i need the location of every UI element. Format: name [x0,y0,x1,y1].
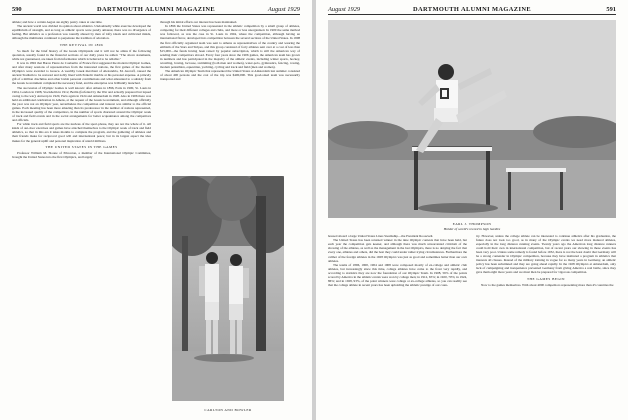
caption-title: EARL J. THOMPSON [452,222,492,226]
paragraph: The succession of Olympic Games is well known: after Athens in 1896, Paris in 1900, St. Louis in 1904, London in 1908, Stockholm in 1912, Berlin (forfeited by the War and actually prepared but lapsed owing to the war); Antwerp in 1920, Paris again in 1924 and Amsterdam in 1928. Also in 1906 there was held an additional celebration in Athens, at the request of the Greek Government, and although officially the year was not an Olympic year, nevertheless the competition and interest was similar to the official games. Each meeting has been more amazing than its predecessor in the number of nations represented, in the increased quality of the competitors, in the number of sports chartered around the Olympic week of track and field events and in the social arrangements for better acquaintance among the competitors and officials. [12,85,151,122]
paragraph: Professor William M. Sloane of Princeton, a member of the International Olympic Committee, brought the United States into the first Olympics, and largely [12,150,151,159]
paragraph: So much for the brief history of the Greek Olympiads and it will not be amiss if the following quotation, usually found in the financial sections of our daily press be added. "The above statements, while not guaranteed, are taken from information which is believed to be reliable." [12,48,151,61]
paragraph: housed aboard a large United States Lines Steamship—the President Roosevelt. [328,234,434,238]
left-column-1 [12,20,151,416]
paragraph: Now to the games themselves. With about 4000 competitors representing more than 45 countries the [481,282,614,287]
paragraph: The teams of 1896, 1900, 1904 and 1908 were composed mostly of ex-college and athletic club athletes, but increasingly since this time, college athletes have come to the front very rapidly, and according to statistics they are now the foundation of our Olympic Team. In 1908, 56% of the points scored by America in the athletic events were won by college men; in 1912, 65%; in 1920, 70%; in 1924, 86%; and in 1928, 93%, of the point winners were college or ex-college athletes, so you can readily see that the college athlete in recent years has been upholding the athletic prestige of our coun- [328,262,467,288]
left-page [0,0,312,420]
magazine-title: DARTMOUTH ALUMNI MAGAZINE [412,6,532,13]
paragraph: In 1896 the United States was represented in the athletic competition by a small group of athletes, competing for their different colleges and clubs, and more or less unorganized. In 1900 the same method was followed, as was the case in St. Louis in 1904, where the competition, although having an international flavor, developed into competition between the several sections of the United States. In 1908 the first officially organized team was sent to Athens as representatives of the country and wearing the emblem of the Stars and Stripes, and this group consisted of forty athletes sent over at a cost of less than $15,000—the funds having been raised by popular subscription, which is still the American way of sending their competitors abroad. Every four years since the 1906 games, the American team has grown in numbers and has participated in the majority of the athletic events, including winter sports, hockey, wrestling, boxing, lacrosse, swimming (both men and women), water-polo, gymnastics, fencing, rowing, modern pentathlon, equestrian, yachting, cycling and track and field (men and women). [160,24,300,69]
caption-subtitle: Holder of world's record in high hurdles [443,227,501,231]
section-heading: THE REVIVAL IN 1896 [59,43,104,48]
paragraph: The ancient world was divided in opinion about athletics. Undoubtedly while exercise developed the equilibrium of strength, and as long as athletic sports were purely amateur, there was no divergence of feeling. But athletics as a profession was roundly abused by men of lofty ideals and cultivated minds, although the multitudes continued to perpetuate the tradition of adoration. [12,24,151,41]
section-heading: THE GAMES BEGIN [526,276,565,281]
paragraph: For while track and field sports are the nucleus of the sport-phone, they are not the whole of it. All kinds of out-door exercises and games have attached themselves to the Olympic week of track and field athletics, so that in this era it takes months to complete the program, and the gathering of athletes and their friends make for reciprocal good will and international peace; but in its largest aspect the idea makes for the general uplift and personal inspiration of untold millions. [12,122,151,143]
photo-caption [328,222,616,231]
section-heading: THE UNITED STATES IN THE GAMES [45,145,118,150]
paragraph: try. However, unless the college athlete can be interested to continue athletics after his graduation, the future does not look too good, as in many of the Olympic events we need more matured athletes, especially in the long distance running events. Twenty years ago the American long distance runners could hold their own in international competition, but of recent years our showing in these events has been very poor. Unless some remedy is found before 1932, there is not the least doubt that Germany will be a strong contender in Olympic competition, because they have instituted a program in athletics that interests all classes. Instead of the military training in vogue for so many years in Germany, an athletic policy has been substituted and they are going ahead rapidly. In the 1928 Olympics at Amsterdam, only lack of campaigning and inexperience prevented Germany from giving America a real battle, since they gave them eight more years and we must then be prepared for vigorous competition. [476,234,616,275]
right-column-2 [476,234,616,416]
paragraph: The United States has been returned winner in the nine Olympic contests that have been held, but each year the competition gets keener, and although there was much unwarranted criticism of the showing of the athletes, as well as the management in the last Olympics, there is no denying the fact that every one, athletes and others, did the best they could under rather trying circumstances. Furthermore the caliber of the foreign athletes in the 1928 Olympics was just as good and sometimes better than our own athletes. [328,238,467,263]
paragraph: It was in 1892 that Baron Pierre de Coubertin of France first suggested the modern Olympic Games, and after many sessions of representatives from the interested nations, the first games of the modern Olympics were awarded to Greece. A wealthy Greek merchant of Alexandria, M. Averoff, caused the ancient Stadium to be restored and nobly lined with Pentelic marble at his personal expense. A princely gift of a million drachmas and other lavish personal contributions and what amounted to a subsidy from the Greek Government completed the necessary fund, and the enterprise was brilliantly launched. [12,61,151,86]
paragraph: through his initial efforts our interest has been maintained. [160,20,238,24]
issue-date: August 1929 [267,6,300,13]
left-page-number: 590 [12,6,22,13]
right-page-number: 591 [606,6,616,13]
paragraph: athlete; and how a certain Aegon ate eighty pastry cakes at one time. [12,20,103,24]
issue-date: August 1929 [328,6,361,13]
left-running-header [12,5,300,15]
carlton-bowler-photo [172,176,284,401]
hurdler-photo [328,20,616,218]
magazine-title: DARTMOUTH ALUMNI MAGAZINE [96,6,216,13]
right-column-1 [328,234,467,416]
right-page [316,0,628,420]
photo-caption: CARLTON AND BOWLER [204,408,252,412]
paragraph: The American Olympic Team that represented the United States at Amsterdam last summer consisted of about 400 persons and the cost of the trip was $400,000. This good-sized team was necessarily transported and [160,69,300,82]
right-running-header [328,5,616,15]
left-column-2 [160,20,300,156]
